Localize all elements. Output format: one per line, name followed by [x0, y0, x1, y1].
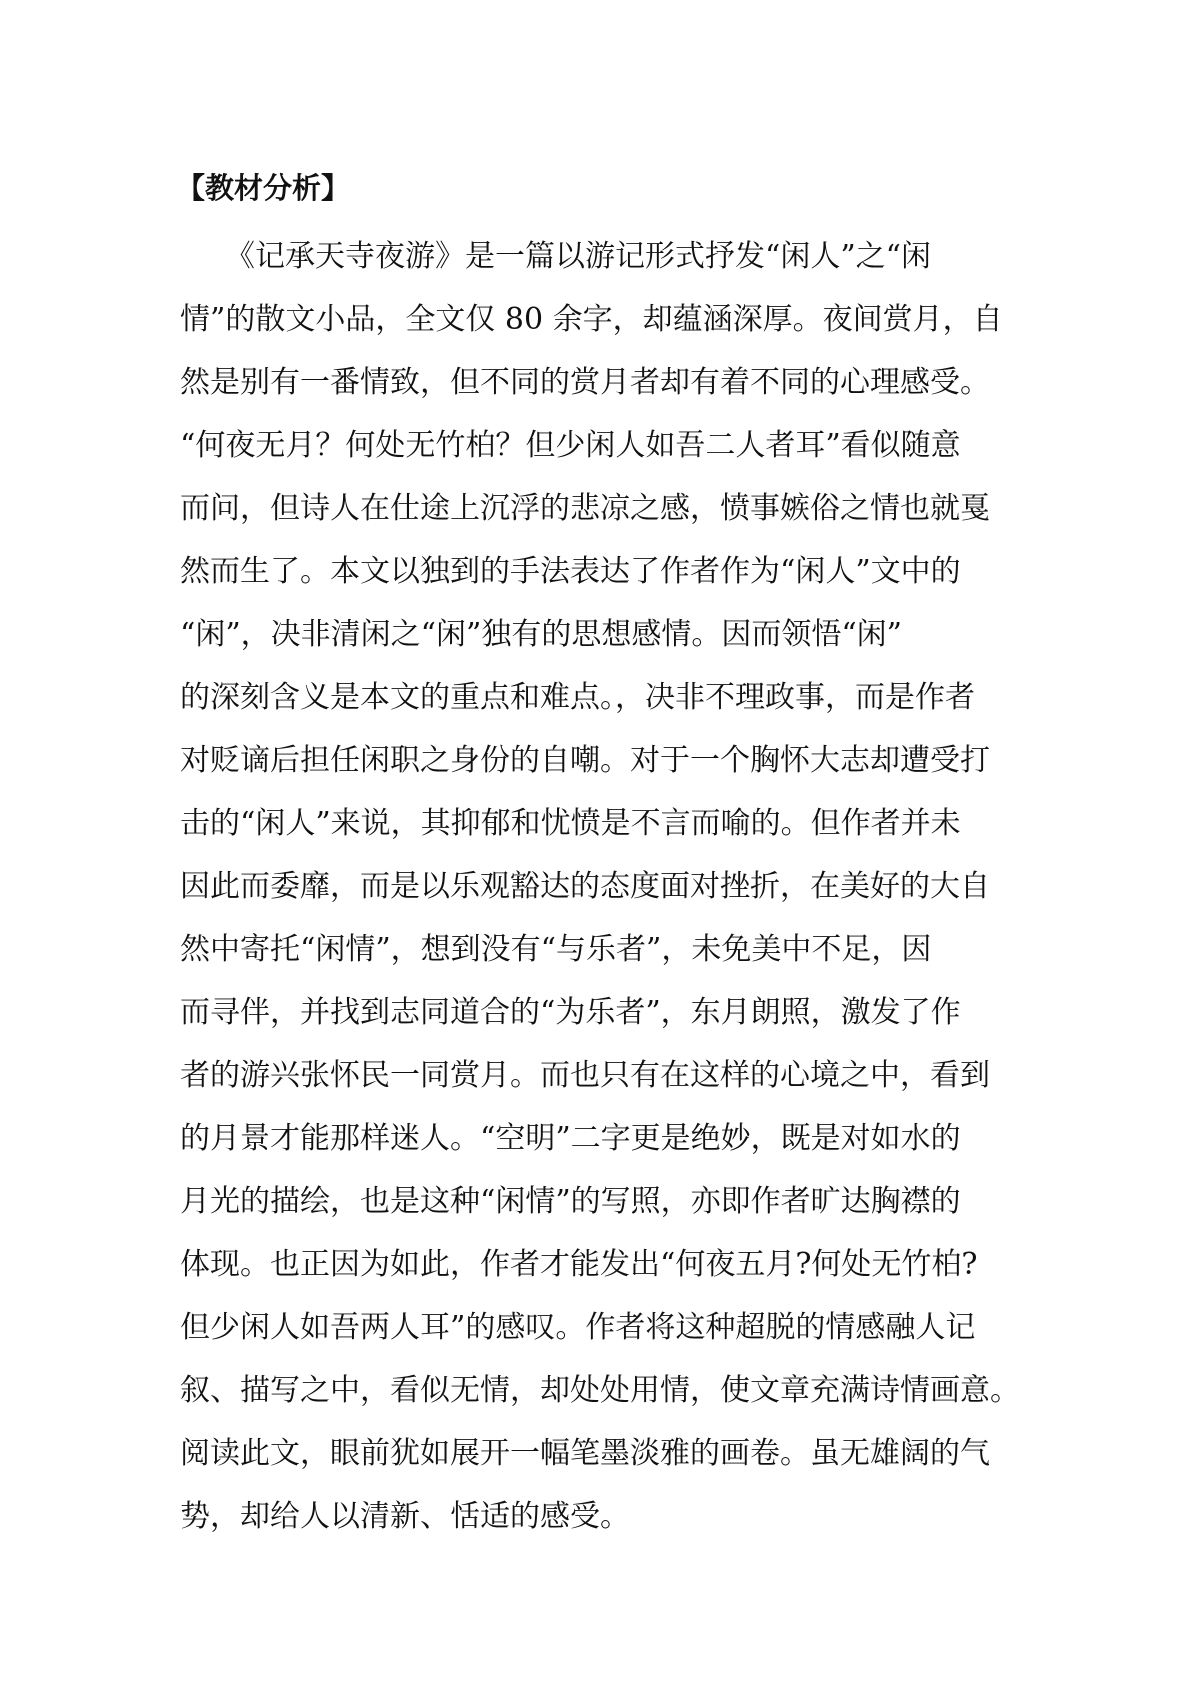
text-line: 而问，但诗人在仕途上沉浮的悲凉之感，愤事嫉俗之情也就戛 [180, 491, 990, 526]
text-line: 者的游兴张怀民一同赏月。而也只有在这样的心境之中，看到 [180, 1058, 990, 1093]
text-line: 的月景才能那样迷人。“空明”二字更是绝妙，既是对如水的 [180, 1121, 961, 1156]
text-line: 叙、描写之中，看似无情，却处处用情，使文章充满诗情画意。 [180, 1373, 1020, 1408]
text-line: 情”的散文小品，全文仅 80 余字，却蕴涵深厚。夜间赏月，自 [180, 302, 1003, 337]
text-line: 然而生了。本文以独到的手法表达了作者作为“闲人”文中的 [180, 554, 961, 589]
text-line: 《记承天寺夜游》是一篇以游记形式抒发“闲人”之“闲 [180, 239, 932, 274]
text-line: “闲”，决非清闲之“闲”独有的思想感情。因而领悟“闲” [180, 617, 903, 652]
text-line: 然中寄托“闲情”，想到没有“与乐者”，未免美中不足，因 [180, 932, 932, 967]
text-line: 因此而委靡，而是以乐观豁达的态度面对挫折，在美好的大自 [180, 869, 990, 904]
text-line: 阅读此文，眼前犹如展开一幅笔墨淡雅的画卷。虽无雄阔的气 [180, 1436, 990, 1471]
text-line: 击的“闲人”来说，其抑郁和忧愤是不言而喻的。但作者并未 [180, 806, 961, 841]
text-line: 而寻伴，并找到志同道合的“为乐者”，东月朗照，激发了作 [180, 995, 961, 1030]
text-line: “何夜无月？何处无竹柏？但少闲人如吾二人者耳”看似随意 [180, 428, 961, 463]
text-line: 但少闲人如吾两人耳”的感叹。作者将这种超脱的情感融人记 [180, 1310, 976, 1345]
text-line: 然是别有一番情致，但不同的赏月者却有着不同的心理感受。 [180, 365, 990, 400]
text-line: 月光的描绘，也是这种“闲情”的写照，亦即作者旷达胸襟的 [180, 1184, 961, 1219]
text-line: 体现。也正因为如此，作者才能发出“何夜五月?何处无竹柏? [180, 1247, 978, 1282]
text-line: 对贬谪后担任闲职之身份的自嘲。对于一个胸怀大志却遭受打 [180, 743, 990, 778]
text-line: 势，却给人以清新、恬适的感受。 [180, 1499, 630, 1534]
text-line: 的深刻含义是本文的重点和难点。，决非不理政事，而是作者 [180, 680, 975, 715]
body-paragraph [180, 225, 1020, 1548]
section-heading: 【教材分析】 [176, 171, 351, 205]
